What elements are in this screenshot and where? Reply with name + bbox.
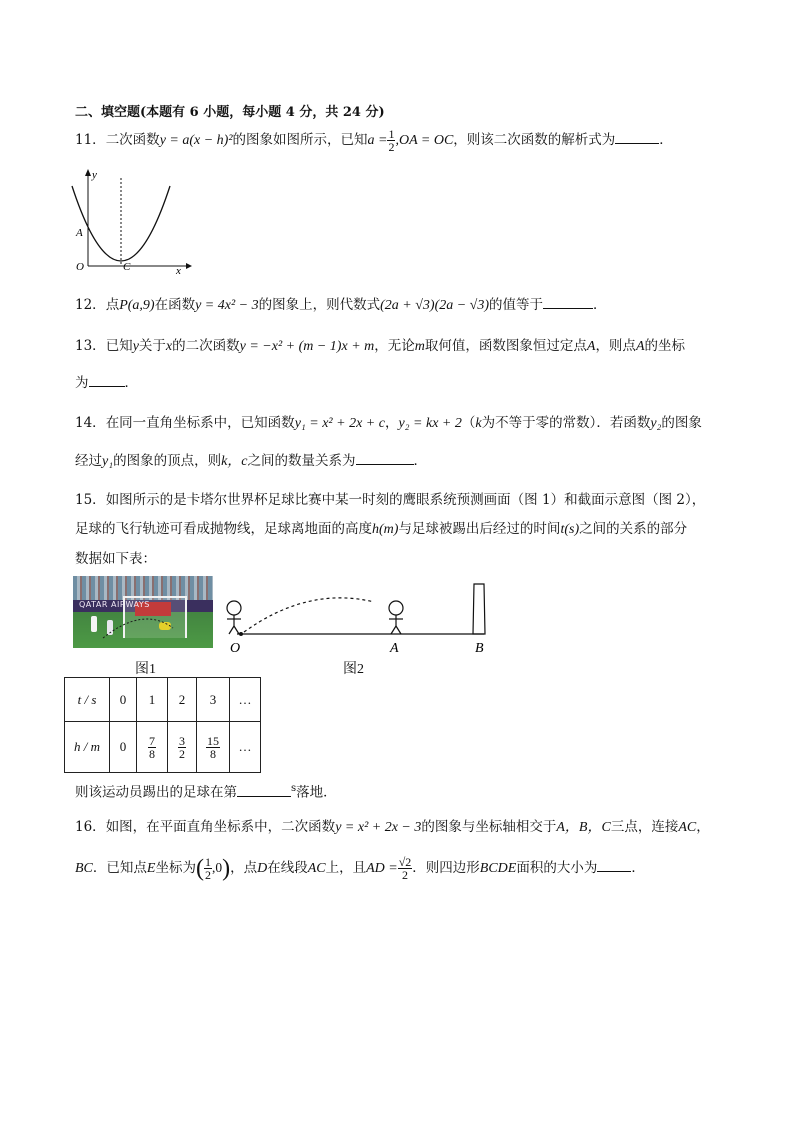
goal-post-b: [473, 584, 485, 634]
answer-blank-14[interactable]: [356, 452, 414, 465]
ball: [239, 632, 243, 636]
question-15-answer-line: 则该运动员踢出的足球在第 $^s$落地．: [75, 783, 337, 801]
football-photo: [73, 576, 213, 648]
question-14-line-1: 14．在同一直角坐标系中，已知函数y₁ = x² + 2x + c，y₂ = kx + 2（k为不等于零的常数）．若函数y₂的图象: [75, 415, 702, 431]
question-16-line-1: 16．如图，在平面直角坐标系中，二次函数y = x² + 2x − 3的图象与坐标轴相交于A，B，C三点，连接AC，: [75, 819, 710, 835]
table-row-t: t / s 0 1 2 3 …: [65, 678, 261, 722]
ball-trajectory: [244, 598, 374, 632]
label-O: O: [76, 261, 84, 273]
label-C: C: [123, 261, 131, 273]
answer-blank-15[interactable]: [237, 784, 291, 797]
question-11: 11．二次函数y = a(x − h)²的图象如图所示，已知a = $\frac{1}{2}$ ,OA = OC，则该二次函数的解析式为 ．: [75, 127, 673, 154]
parabola-figure-11: [68, 166, 192, 276]
answer-blank-12[interactable]: [543, 296, 593, 309]
question-15-line-3: 数据如下表：: [75, 551, 156, 567]
label-A: A: [390, 641, 399, 656]
section-title: 二、填空题(本题有 6 小题，每小题 4 分，共 24 分): [75, 105, 385, 120]
x-axis-arrow: [186, 263, 192, 269]
label-O: O: [230, 641, 241, 656]
fraction-one-half: $\frac{1}{2}$: [388, 127, 395, 154]
question-14-line-2: 经过y₁的图象的顶点，则k，c之间的数量关系为 ．: [75, 453, 428, 469]
label-y: y: [92, 169, 97, 181]
question-13-line-1: 13．已知y关于x的二次函数y = −x² + (m − 1)x + m，无论m取何值，函数图象恒过定点A，则点A的坐标: [75, 338, 685, 354]
figure-2-caption: 图2: [343, 662, 364, 677]
photo-banner-text: QATAR AIRWAYS: [79, 600, 150, 609]
person-a-head: [389, 601, 403, 615]
question-13-line-2: 为 ．: [75, 375, 138, 391]
label-x: x: [176, 265, 181, 276]
label-B: B: [475, 641, 484, 656]
person-o-head: [227, 601, 241, 615]
label-A: A: [76, 227, 83, 239]
question-15-line-2: 足球的飞行轨迹可看成抛物线，足球离地面的高度h(m)与足球被踢出后经过的时间t(s)之间的关系的部分: [75, 521, 688, 537]
table-row-h: h / m 0 $\frac{7}{8}$ $\frac{3}{2}$ $\frac{15}{8}$ …: [65, 722, 261, 773]
trajectory-diagram: [222, 578, 494, 658]
question-16-line-2: BC．已知点E坐标为( $\frac{1}{2}$ ,0)，点D在线段AC上，且AD = $\frac{√2}{2}$ ．则四边形BCDE面积的大小为 ．: [75, 855, 645, 882]
fraction-ad: $\frac{√2}{2}$: [398, 855, 412, 882]
figure-1-caption: 图1: [135, 662, 156, 677]
answer-blank-13[interactable]: [89, 374, 125, 387]
data-table: [64, 677, 261, 773]
question-15-line-1: 15．如图所示的是卡塔尔世界杯足球比赛中某一时刻的鹰眼系统预测画面（图 1）和截面示意图（图 2），: [75, 492, 706, 508]
question-12: 12．点P(a,9)在函数y = 4x² − 3的图象上，则代数式(2a + √3)(2a − √3)的值等于 ．: [75, 297, 607, 313]
answer-blank-16[interactable]: [597, 859, 631, 872]
answer-blank-11[interactable]: [615, 131, 659, 144]
y-axis-arrow: [85, 169, 91, 176]
fraction-e-x: $\frac{1}{2}$: [204, 855, 211, 882]
